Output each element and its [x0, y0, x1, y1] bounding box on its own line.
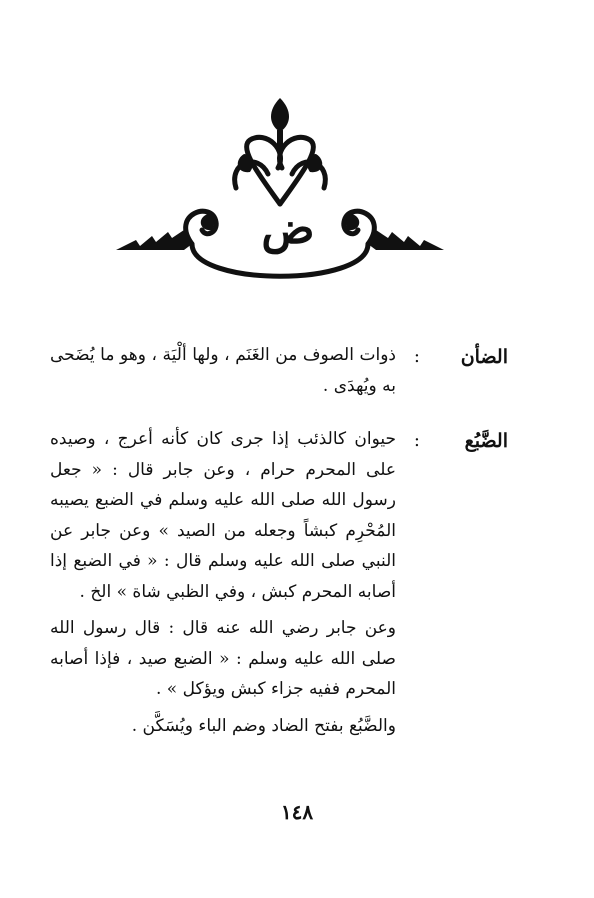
entry-headword: الضَّبُع: [464, 430, 508, 452]
page-number: ١٤٨: [280, 800, 314, 824]
section-letter: ض: [261, 203, 315, 254]
dictionary-entry-dabu: [28, 424, 508, 784]
definition-paragraph: والضَّبُع بفتح الضاد وضم الباء ويُسَكَّن .: [131, 715, 396, 736]
arabesque-ornament-icon: [110, 92, 450, 302]
entry-headword: الضأن: [460, 346, 508, 368]
entry-definition: [50, 424, 396, 741]
definition-paragraph: حيوان كالذئب إذا جرى كان كأنه أعرج ، وصيده على المحرم حرام ، وعن جابر قال : « جعل رسول الله صلى الله عليه وسلم في الضبع يصيبه المُحْرِم كبشاً وجعله من الصيد » وعن جابر عن النبي صلى الله عليه وسلم قال : « في الضبع إذا أصابه المحرم كبش ، وفي الظبي شاة » الخ .: [50, 429, 396, 602]
entry-separator: :: [413, 346, 420, 367]
dictionary-entry-daan: [28, 340, 508, 410]
entry-separator: :: [413, 430, 420, 451]
definition-paragraph: وعن جابر رضي الله عنه قال : قال رسول الله صلى الله عليه وسلم : « الضبع صيد ، فإذا أصابه المحرم ففيه جزاء كبش ويؤكل » .: [50, 618, 396, 699]
definition-paragraph: ذوات الصوف من الغَنَم ، ولها ألْيَة ، وهو ما يُضَحى به ويُهدَى .: [50, 345, 396, 396]
section-header-ornament: [110, 92, 450, 302]
entry-definition: [50, 340, 396, 401]
